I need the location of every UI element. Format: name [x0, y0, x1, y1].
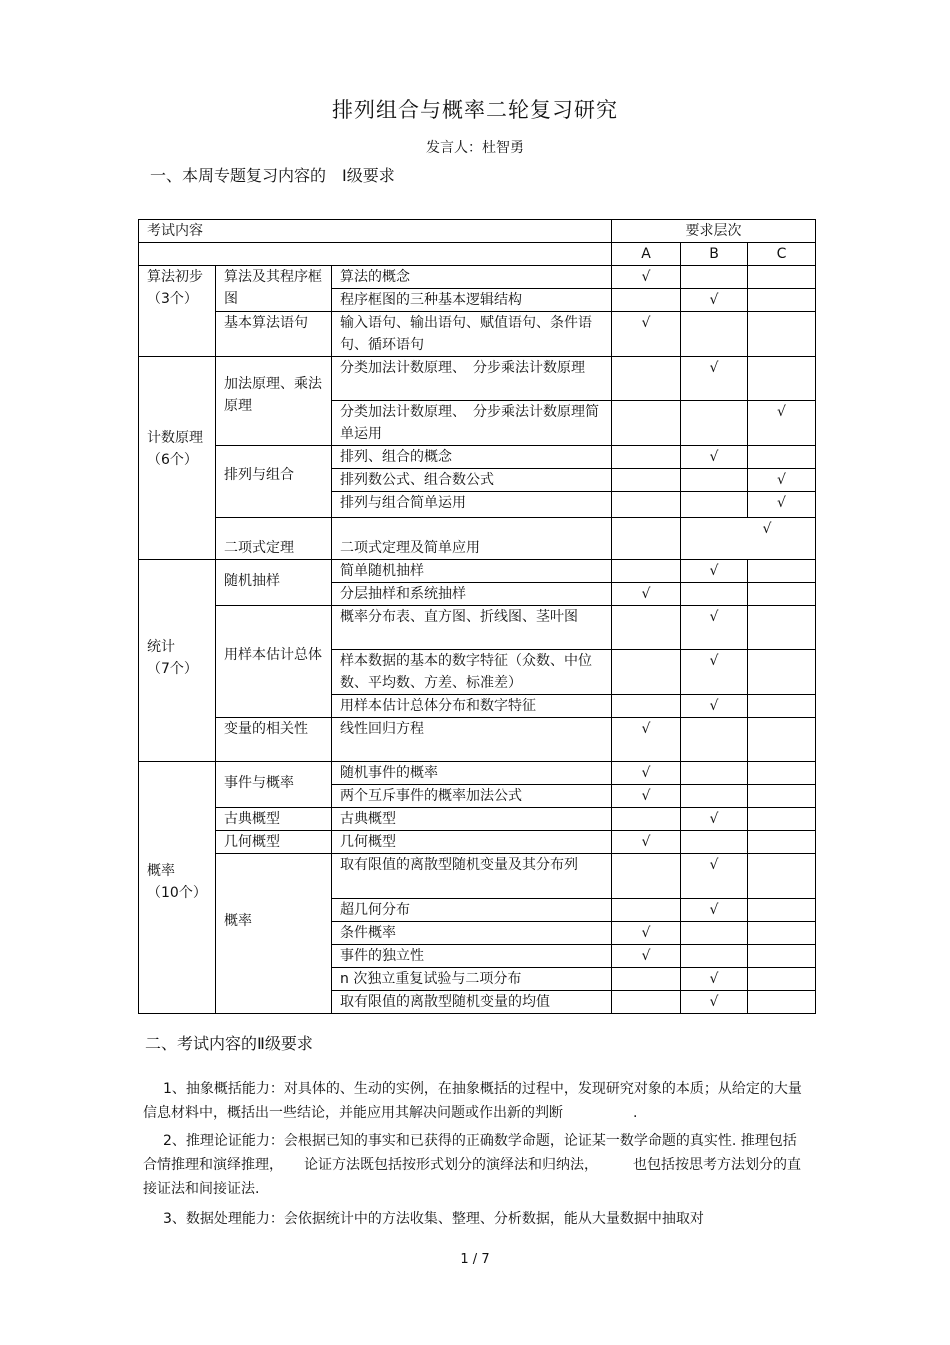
table-row: [139, 446, 816, 469]
item: n 次独立重复试验与二项分布: [332, 968, 612, 991]
item: 排列与组合简单运用: [332, 492, 612, 518]
check-mark: √: [612, 945, 681, 968]
item: 简单随机抽样: [332, 560, 612, 583]
check-mark: √: [681, 650, 748, 695]
check-mark: √: [681, 560, 748, 583]
table-row: [139, 312, 816, 357]
table-row: [139, 606, 816, 650]
table-level-row: [139, 243, 816, 266]
item: 排列数公式、组合数公式: [332, 469, 612, 492]
item: 古典概型: [332, 808, 612, 831]
page-number: 1 / 7: [460, 1252, 490, 1267]
section-heading-2: 二、考试内容的Ⅱ级要求: [145, 1034, 313, 1053]
paragraph-text: 1、抽象概括能力：对具体的、生动的实例，在抽象概括的过程中，发现研究对象的本质；从给定的大量信息材料中，概括出一些结论，并能应用其解决问题或作出新的判断 .: [143, 1081, 802, 1121]
category-counting: 计数原理 （6个）: [139, 357, 216, 560]
item: 线性回归方程: [332, 718, 612, 762]
paragraph-reasoning: [143, 1129, 808, 1201]
check-mark: √: [681, 518, 816, 560]
table-header-row: [139, 220, 816, 243]
paragraph-abstraction: [143, 1077, 808, 1125]
check-mark: √: [681, 899, 748, 922]
col-c: C: [748, 243, 816, 266]
check-mark: √: [748, 492, 816, 518]
category-probability: 概率 （10个）: [139, 762, 216, 1014]
paragraph-data: [143, 1207, 808, 1231]
page-title: 排列组合与概率二轮复习研究: [332, 98, 618, 122]
check-mark: √: [748, 469, 816, 492]
table-row: [139, 854, 816, 899]
item: 样本数据的基本的数字特征（众数、中位数、平均数、方差、标准差）: [332, 650, 612, 695]
col-a: A: [612, 243, 681, 266]
item: 取有限值的离散型随机变量及其分布列: [332, 854, 612, 899]
item: 输入语句、输出语句、赋值语句、条件语句、循环语句: [332, 312, 612, 357]
item: 算法的概念: [332, 266, 612, 289]
check-mark: √: [681, 695, 748, 718]
paragraph-text: 2、推理论证能力：会根据已知的事实和已获得的正确数学命题，论证某一数学命题的真实性. 推理包括合情推理和演绎推理， 论证方法既包括按形式划分的演绎法和归纳法， 也包括按思考方法划分的直接证法和间接证法.: [143, 1133, 801, 1197]
sub-geometric: 几何概型: [216, 831, 332, 854]
item: 随机事件的概率: [332, 762, 612, 785]
check-mark: √: [612, 762, 681, 785]
sub-sampling: 随机抽样: [216, 560, 332, 606]
check-mark: √: [681, 289, 748, 312]
col-b: B: [681, 243, 748, 266]
table-row: [139, 762, 816, 785]
item: 分类加法计数原理、 分步乘法计数原理: [332, 357, 612, 401]
sub-permcomb: 排列与组合: [216, 446, 332, 518]
check-mark: √: [681, 357, 748, 401]
item: 二项式定理及简单应用: [332, 518, 612, 560]
sub-estimate: 用样本估计总体: [216, 606, 332, 718]
sub-statements: 基本算法语句: [216, 312, 332, 357]
check-mark: √: [612, 831, 681, 854]
header-content: 考试内容: [139, 220, 612, 243]
section-heading-1: 一、本周专题复习内容的 Ⅰ级要求: [150, 166, 395, 185]
check-mark: √: [612, 583, 681, 606]
check-mark: √: [681, 991, 748, 1014]
sub-probability: 概率: [216, 854, 332, 1014]
category-algorithm: 算法初步 （3个）: [139, 266, 216, 357]
requirements-table: [138, 219, 816, 1014]
sub-binomial: 二项式定理: [216, 518, 332, 560]
item: 超几何分布: [332, 899, 612, 922]
check-mark: √: [612, 922, 681, 945]
sub-addmul: 加法原理、乘法原理: [216, 357, 332, 446]
table-row: [139, 266, 816, 289]
check-mark: √: [612, 266, 681, 289]
check-mark: √: [748, 401, 816, 446]
item: 概率分布表、直方图、折线图、茎叶图: [332, 606, 612, 650]
item: 条件概率: [332, 922, 612, 945]
item: 两个互斥事件的概率加法公式: [332, 785, 612, 808]
sub-flowchart: 算法及其程序框图: [216, 266, 332, 312]
check-mark: √: [681, 808, 748, 831]
check-mark: √: [612, 785, 681, 808]
paragraph-text: 3、数据处理能力：会依据统计中的方法收集、整理、分析数据，能从大量数据中抽取对: [163, 1211, 704, 1227]
table-row: [139, 831, 816, 854]
table-row: [139, 718, 816, 762]
table-row: [139, 808, 816, 831]
item: 程序框图的三种基本逻辑结构: [332, 289, 612, 312]
table-row: [139, 560, 816, 583]
item: 几何概型: [332, 831, 612, 854]
check-mark: √: [612, 718, 681, 762]
sub-event: 事件与概率: [216, 762, 332, 808]
item: 分层抽样和系统抽样: [332, 583, 612, 606]
check-mark: √: [681, 606, 748, 650]
item: 取有限值的离散型随机变量的均值: [332, 991, 612, 1014]
item: 排列、组合的概念: [332, 446, 612, 469]
category-statistics: 统计 （7个）: [139, 560, 216, 762]
sub-correlation: 变量的相关性: [216, 718, 332, 762]
item: 用样本估计总体分布和数字特征: [332, 695, 612, 718]
table-row: [139, 357, 816, 401]
item: 事件的独立性: [332, 945, 612, 968]
header-levels: 要求层次: [612, 220, 816, 243]
check-mark: √: [681, 446, 748, 469]
table-row: [139, 518, 816, 560]
check-mark: √: [681, 854, 748, 899]
check-mark: √: [681, 968, 748, 991]
item: 分类加法计数原理、 分步乘法计数原理简单运用: [332, 401, 612, 446]
check-mark: √: [612, 312, 681, 357]
sub-classic: 古典概型: [216, 808, 332, 831]
speaker-line: 发言人：杜智勇: [426, 140, 524, 156]
